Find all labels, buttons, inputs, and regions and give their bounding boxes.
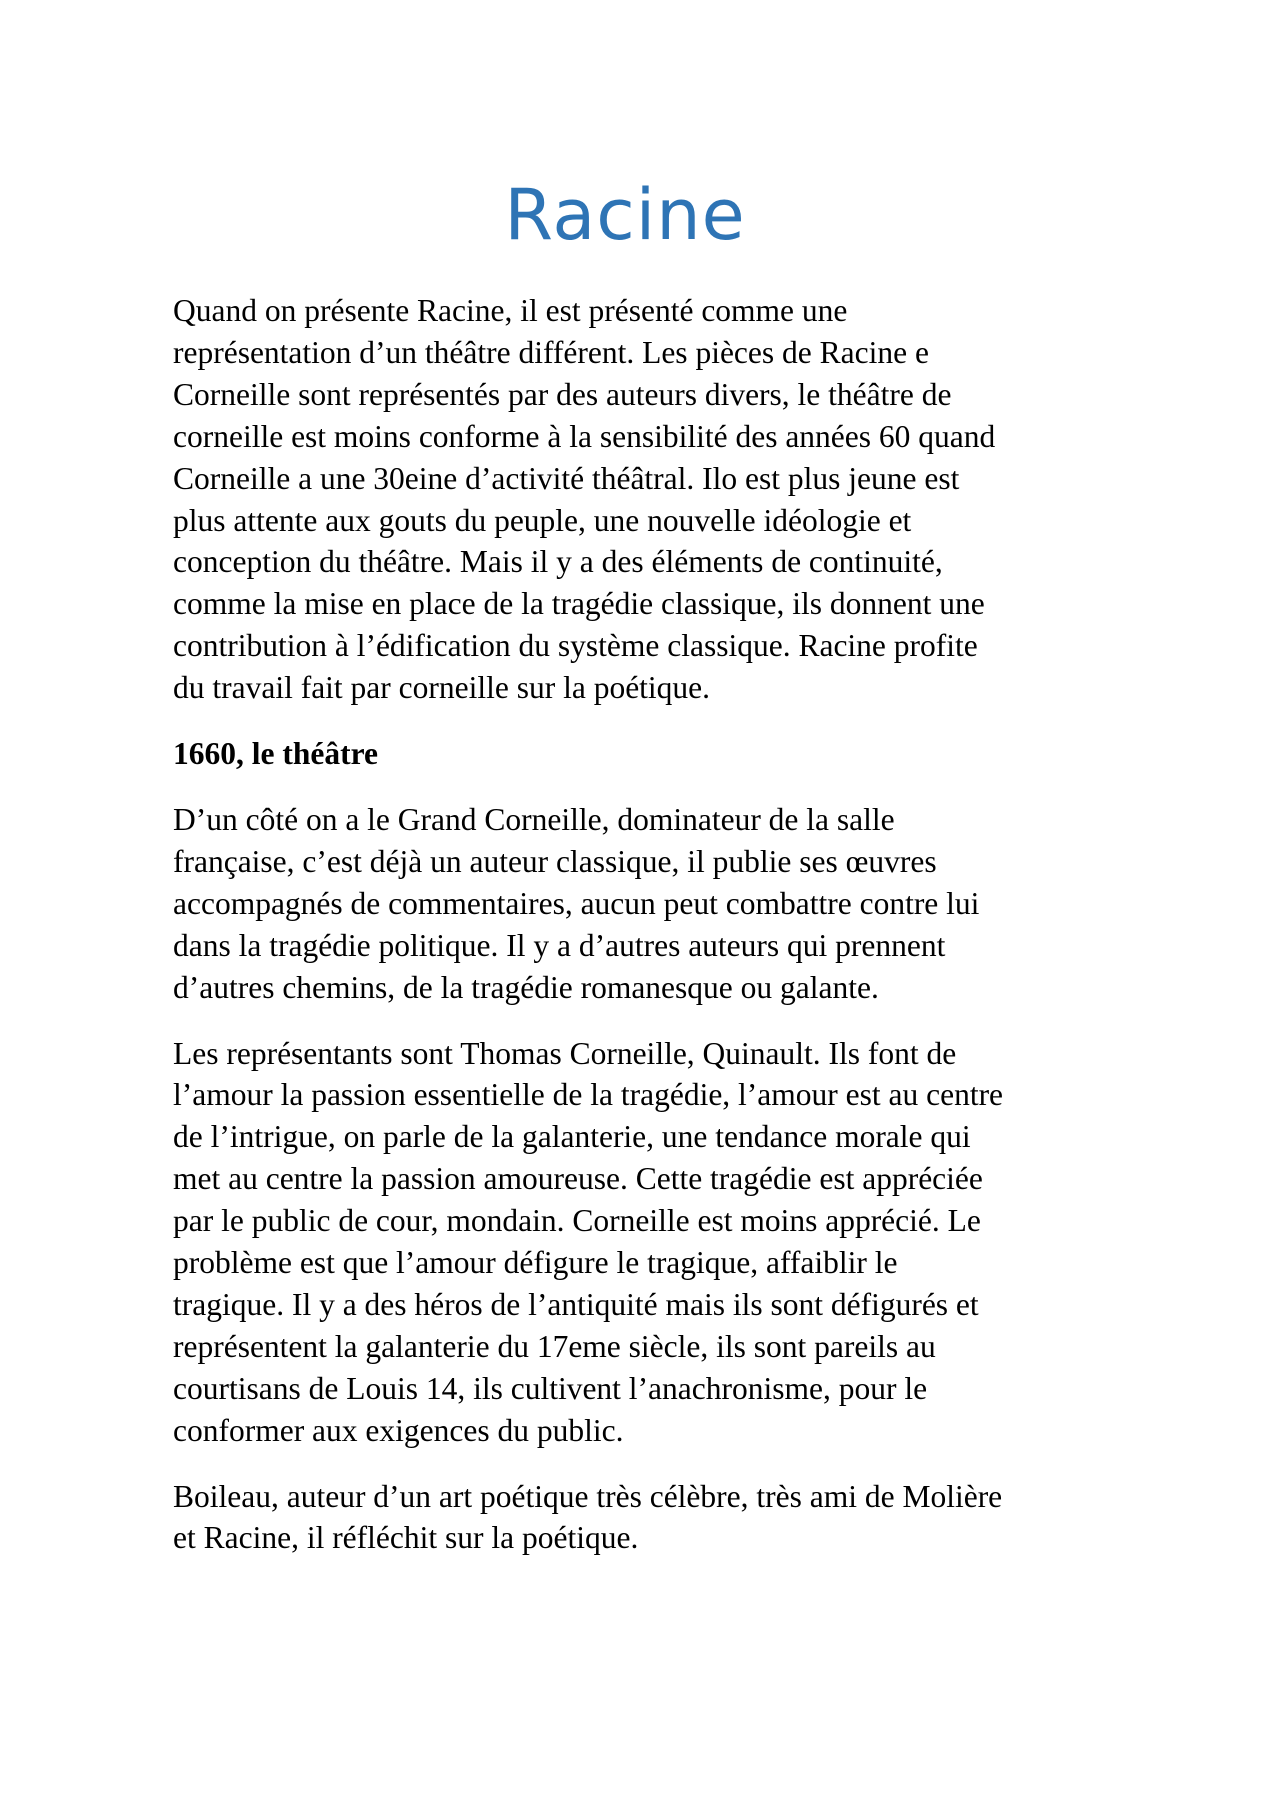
text-line: Quand on présente Racine, il est présenté comme une bbox=[173, 293, 848, 328]
text-line: conception du théâtre. Mais il y a des éléments de continuité, bbox=[173, 544, 943, 580]
text-line: d’autres chemins, de la tragédie romanesque ou galante. bbox=[173, 969, 879, 1005]
text-line: D’un côté on a le Grand Corneille, dominateur de la salle bbox=[173, 801, 895, 837]
text-line: Corneille sont représentés par des auteurs divers, le théâtre de bbox=[173, 376, 952, 412]
text-line: comme la mise en place de la tragédie classique, ils donnent une bbox=[173, 586, 985, 622]
text-line: plus attente aux gouts du peuple, une nouvelle idéologie et bbox=[173, 502, 912, 538]
text-line: par le public de cour, mondain. Corneille est moins apprécié. Le bbox=[173, 1203, 981, 1239]
text-line: conformer aux exigences du public. bbox=[173, 1412, 624, 1448]
text-line: problème est que l’amour défigure le tragique, affaiblir le bbox=[173, 1245, 898, 1281]
text-line: Les représentants sont Thomas Corneille, Quinault. Ils font de bbox=[173, 1035, 957, 1071]
text-line: représentent la galanterie du 17eme siècle, ils sont pareils au bbox=[173, 1328, 936, 1364]
text-line: met au centre la passion amoureuse. Cette tragédie est appréciée bbox=[173, 1161, 983, 1197]
text-line: l’amour la passion essentielle de la tragédie, l’amour est au centre bbox=[173, 1077, 1004, 1113]
text-line: Boileau, auteur d’un art poétique très célèbre, très ami de Molière bbox=[173, 1478, 1003, 1514]
text-line: dans la tragédie politique. Il y a d’autres auteurs qui prennent bbox=[173, 927, 946, 963]
text-line: représentation d’un théâtre différent. Les pièces de Racine e bbox=[173, 334, 929, 370]
text-line: tragique. Il y a des héros de l’antiquité mais ils sont défigurés et bbox=[173, 1286, 979, 1322]
paragraph-intro bbox=[173, 290, 1073, 709]
text-line: courtisans de Louis 14, ils cultivent l’anachronisme, pour le bbox=[173, 1370, 928, 1406]
document-title: Racine bbox=[504, 174, 746, 256]
text-line: et Racine, il réfléchit sur la poétique. bbox=[173, 1520, 639, 1556]
text-line: contribution à l’édification du système classique. Racine profite bbox=[173, 628, 978, 664]
text-line: accompagnés de commentaires, aucun peut combattre contre lui bbox=[173, 885, 980, 921]
paragraph-boileau bbox=[173, 1476, 1073, 1560]
text-line: française, c’est déjà un auteur classique, il publie ses œuvres bbox=[173, 843, 937, 879]
text-line: Corneille a une 30eine d’activité théâtral. Ilo est plus jeune est bbox=[173, 460, 960, 496]
text-line: de l’intrigue, on parle de la galanterie, une tendance morale qui bbox=[173, 1119, 971, 1155]
paragraph-representants bbox=[173, 1033, 1073, 1452]
text-line: corneille est moins conforme à la sensibilité des années 60 quand bbox=[173, 418, 996, 454]
section-heading-1660: 1660, le théâtre bbox=[173, 736, 378, 772]
paragraph-corneille bbox=[173, 799, 1073, 1009]
text-line: du travail fait par corneille sur la poétique. bbox=[173, 670, 711, 706]
document-body bbox=[173, 290, 1073, 1583]
